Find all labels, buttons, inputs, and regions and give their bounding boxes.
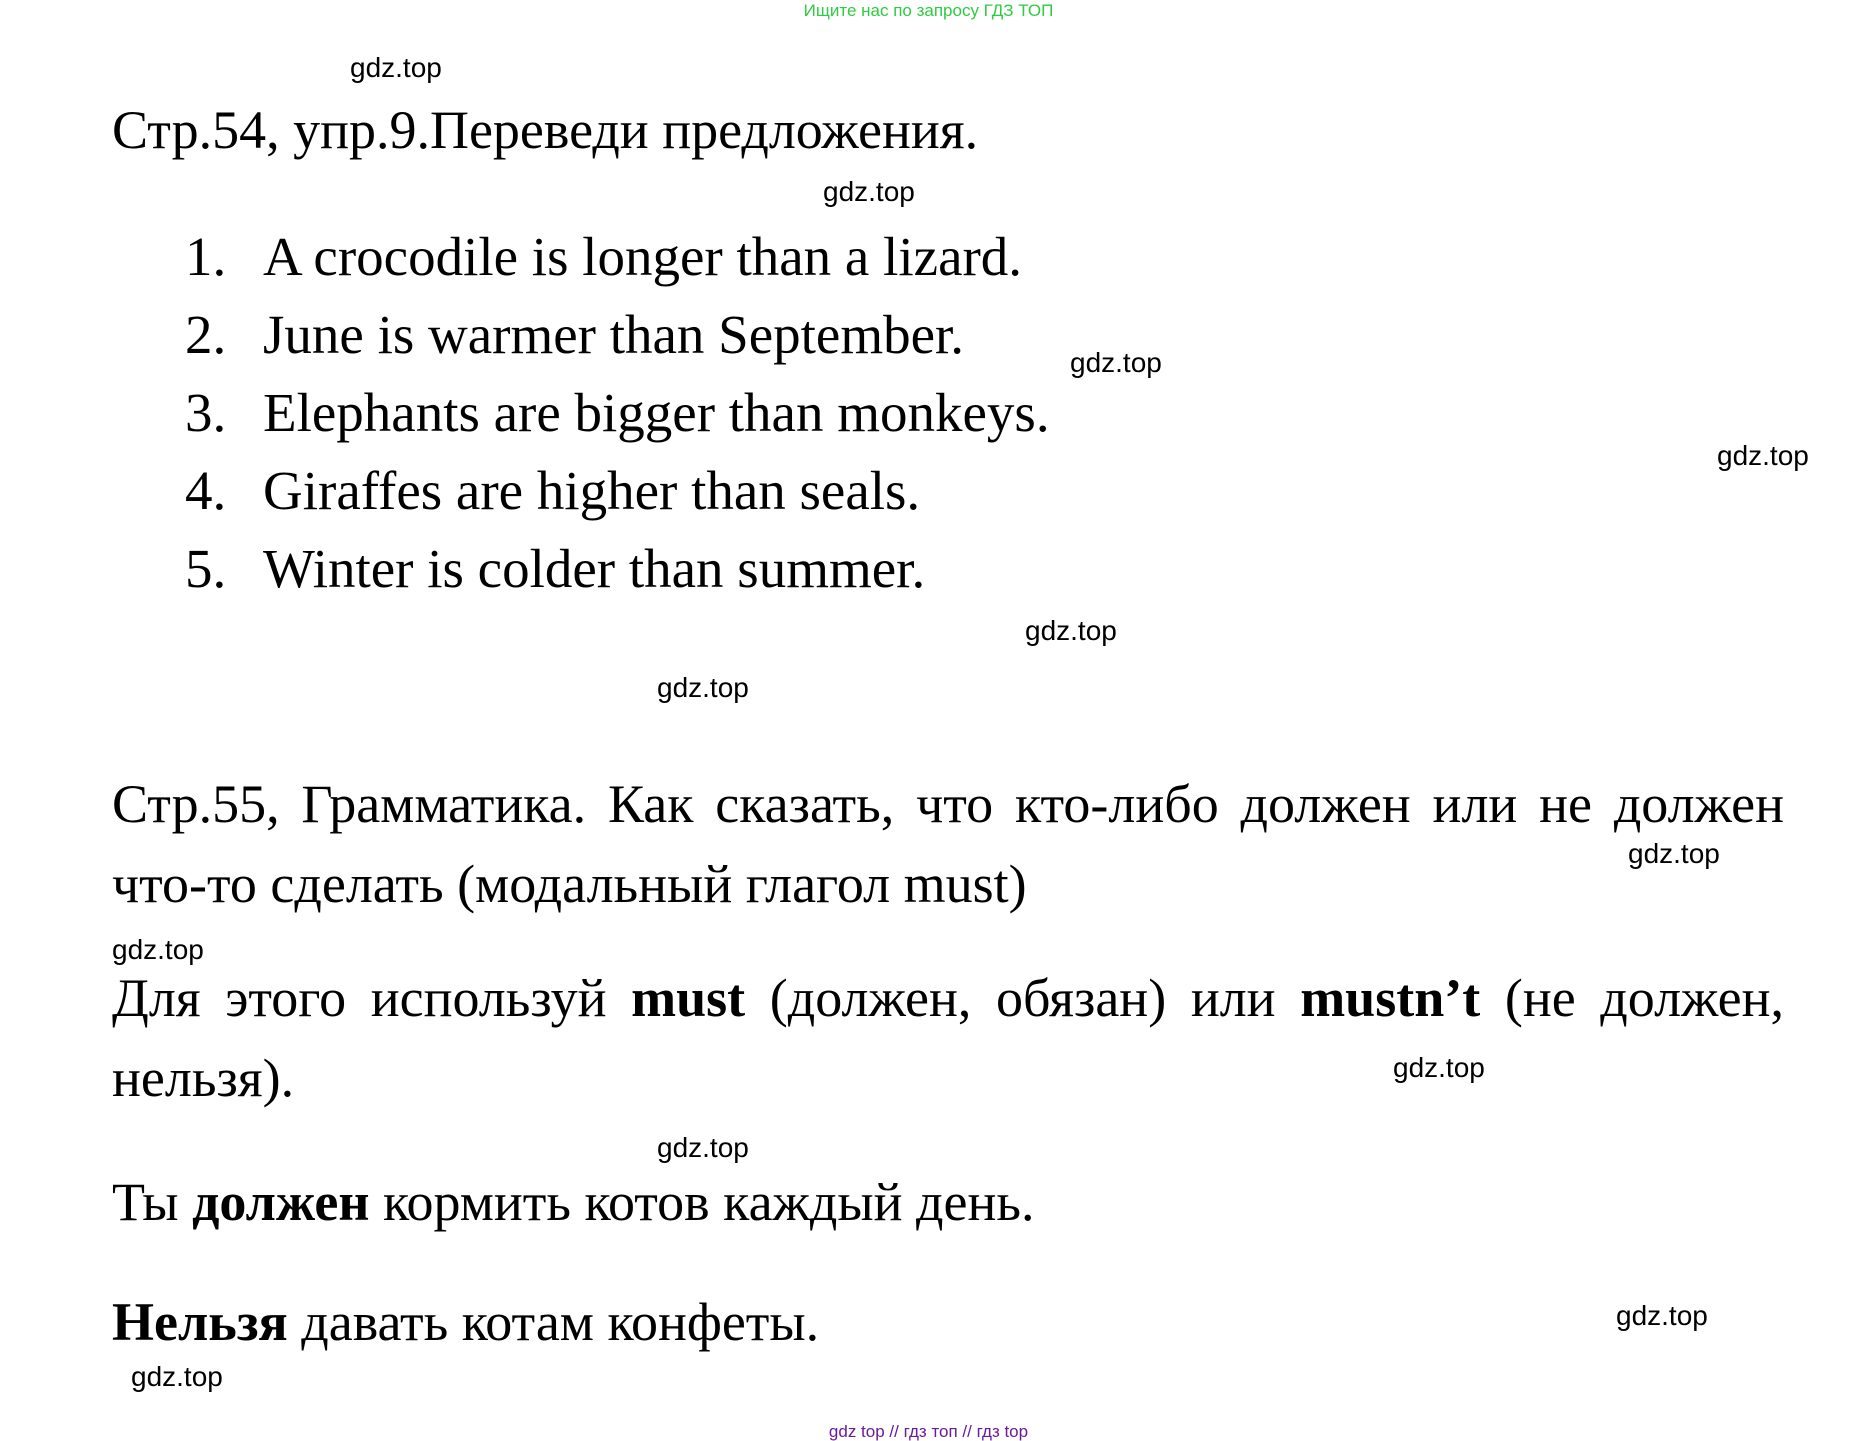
top-banner[interactable]: Ищите нас по запросу ГДЗ ТОП <box>803 1 1054 20</box>
must-keyword: must <box>631 968 746 1028</box>
item-number: 1. <box>185 226 227 287</box>
example-keyword: Нельзя <box>112 1292 288 1352</box>
watermark: gdz.top <box>1616 1300 1708 1331</box>
item-number: 5. <box>185 538 227 599</box>
item-text: Giraffes are higher than seals. <box>263 460 921 521</box>
item-text: A crocodile is longer than a lizard. <box>263 226 1023 287</box>
watermark: gdz.top <box>131 1361 223 1392</box>
item-text: Winter is colder than summer. <box>263 538 926 599</box>
mustnt-keyword: mustn’t <box>1300 968 1481 1028</box>
item-number: 3. <box>185 382 227 443</box>
watermark: gdz.top <box>112 934 204 965</box>
item-text: June is warmer than September. <box>263 304 965 365</box>
watermark: gdz.top <box>657 672 749 703</box>
sentence-list <box>185 218 1050 608</box>
watermark: gdz.top <box>657 1132 749 1163</box>
grammar-heading: Стр.55, Грамматика. Как сказать, что кто-либо должен или не должен что-то сделать (модальный глагол must) <box>112 774 1784 914</box>
example-text: Ты <box>112 1172 193 1232</box>
watermark: gdz.top <box>350 52 442 83</box>
example-text: кормить котов каждый день. <box>369 1172 1035 1232</box>
watermark: gdz.top <box>1628 838 1720 869</box>
item-number: 4. <box>185 460 227 521</box>
footer-links[interactable]: gdz top // гдз топ // гдз top <box>828 1422 1029 1441</box>
list-item <box>185 218 1050 296</box>
rule-text: (не должен, нельзя). <box>112 968 1784 1108</box>
rule-text: Для этого используй <box>112 968 632 1028</box>
watermark: gdz.top <box>1025 615 1117 646</box>
exercise-heading: Стр.54, упр.9.Переведи предложения. <box>112 100 979 160</box>
item-text: Elephants are bigger than monkeys. <box>263 382 1050 443</box>
list-item <box>185 452 1050 530</box>
item-number: 2. <box>185 304 227 365</box>
rule-text: (должен, обязан) или <box>745 968 1301 1028</box>
example-text: давать котам конфеты. <box>287 1292 820 1352</box>
rule-paragraph <box>112 958 1784 1118</box>
list-item <box>185 296 1050 374</box>
watermark: gdz.top <box>1070 347 1162 378</box>
watermark: gdz.top <box>1717 440 1809 471</box>
watermark: gdz.top <box>823 176 915 207</box>
list-item <box>185 530 1050 608</box>
example-keyword: должен <box>192 1172 370 1232</box>
list-item <box>185 374 1050 452</box>
watermark: gdz.top <box>1393 1052 1485 1083</box>
example-sentence-must <box>112 1170 1034 1234</box>
example-sentence-mustnt <box>112 1290 819 1354</box>
